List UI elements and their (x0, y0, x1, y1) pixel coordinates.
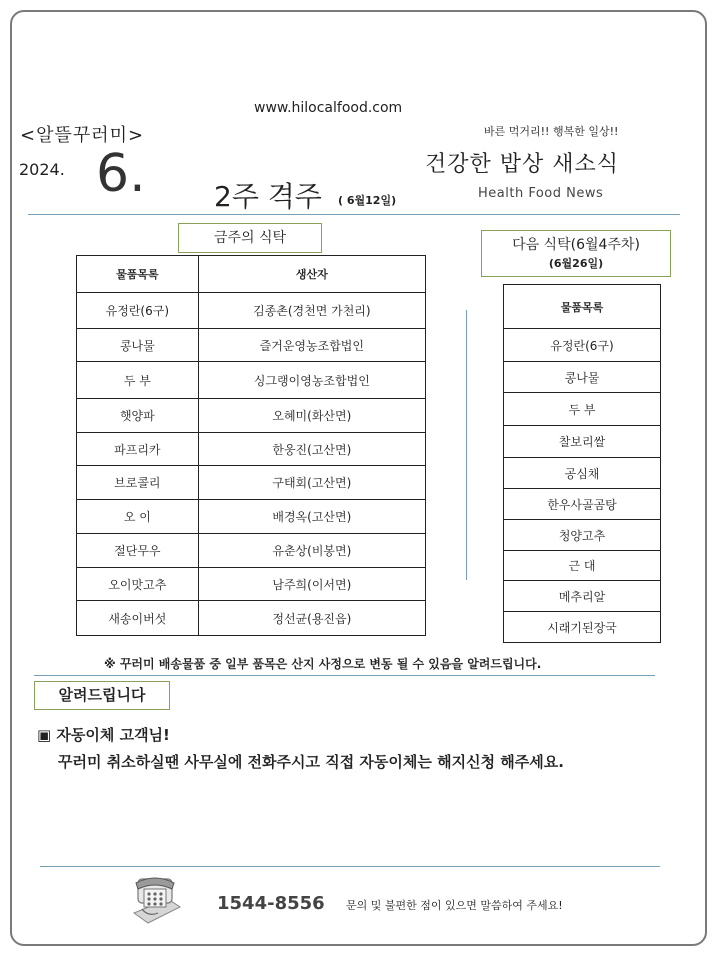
table-row (77, 399, 426, 433)
next-item-cell: 공심채 (504, 458, 661, 489)
telephone-icon (128, 873, 184, 929)
subtitle-english: Health Food News (478, 186, 604, 201)
slogan: 바른 먹거리!! 행복한 일상!! (484, 125, 619, 138)
contact-text: 문의 및 불편한 점이 있으면 말씀하여 주세요! (346, 899, 563, 912)
next-item-cell: 찰보리쌀 (504, 426, 661, 458)
website-url[interactable]: www.hilocalfood.com (254, 100, 403, 116)
next-item-cell: 시래기된장국 (504, 612, 661, 643)
this-week-label: 금주의 식탁 (178, 223, 322, 253)
column-header-item: 물품목록 (77, 256, 199, 293)
next-week-date: (6월26일) (548, 257, 604, 270)
item-name-cell: 오 이 (77, 500, 199, 534)
notice-divider (34, 675, 655, 676)
table-row (77, 568, 426, 601)
week-date: ( 6월12일) (338, 194, 397, 207)
column-divider (466, 310, 467, 580)
this-week-table (76, 255, 426, 636)
inform-title: 알려드립니다 (34, 681, 170, 710)
list-item (504, 458, 661, 489)
item-name-cell: 오이맛고추 (77, 568, 199, 601)
column-header-item: 물품목록 (504, 285, 661, 329)
auto-transfer-title: ▣ 자동이체 고객님! (37, 726, 170, 744)
table-row (77, 433, 426, 466)
list-item (504, 612, 661, 643)
producer-cell: 정선균(용진읍) (198, 601, 425, 636)
next-week-table (503, 284, 661, 643)
producer-cell: 구태회(고산면) (198, 466, 425, 500)
list-item (504, 362, 661, 393)
item-name-cell: 파프리카 (77, 433, 199, 466)
next-week-label-box (481, 230, 671, 277)
list-item (504, 581, 661, 612)
table-row (77, 466, 426, 500)
table-row (77, 293, 426, 329)
column-header-producer: 생산자 (198, 256, 425, 293)
table-row (77, 534, 426, 568)
table-row (77, 601, 426, 636)
list-item (504, 426, 661, 458)
list-item (504, 551, 661, 581)
notice-text: ※ 꾸러미 배송물품 중 일부 품목은 산지 사정으로 변동 될 수 있음을 알려드립니다. (104, 657, 542, 671)
list-item (504, 520, 661, 551)
producer-cell: 배경옥(고산면) (198, 500, 425, 534)
next-item-cell: 메추리알 (504, 581, 661, 612)
item-name-cell: 유정란(6구) (77, 293, 199, 329)
phone-number[interactable]: 1544-8556 (217, 893, 325, 914)
producer-cell: 한웅진(고산면) (198, 433, 425, 466)
list-item (504, 489, 661, 520)
table-row (77, 362, 426, 399)
item-name-cell: 두 부 (77, 362, 199, 399)
auto-transfer-body: 꾸러미 취소하실땐 사무실에 전화주시고 직접 자동이체는 해지신청 해주세요. (58, 753, 564, 771)
next-item-cell: 한우사골곰탕 (504, 489, 661, 520)
next-item-cell: 근 대 (504, 551, 661, 581)
table-row (77, 329, 426, 362)
next-item-cell: 두 부 (504, 393, 661, 426)
month: 6. (96, 144, 146, 204)
next-item-cell: 청양고추 (504, 520, 661, 551)
table-row (77, 500, 426, 534)
producer-cell: 즐거운영농조합법인 (198, 329, 425, 362)
producer-cell: 오혜미(화산면) (198, 399, 425, 433)
producer-cell: 싱그랭이영농조합법인 (198, 362, 425, 399)
year: 2024. (19, 160, 65, 179)
item-name-cell: 햇양파 (77, 399, 199, 433)
brand-name: <알뜰꾸러미> (20, 125, 145, 146)
item-name-cell: 새송이버섯 (77, 601, 199, 636)
table-header-row (504, 285, 661, 329)
list-item (504, 329, 661, 362)
footer-divider (40, 866, 660, 867)
producer-cell: 남주희(이서면) (198, 568, 425, 601)
next-week-label: 다음 식탁(6월4주차) (512, 237, 640, 253)
header-divider (28, 214, 680, 215)
list-item (504, 393, 661, 426)
producer-cell: 김종촌(경천면 가천리) (198, 293, 425, 329)
producer-cell: 유춘상(비봉면) (198, 534, 425, 568)
next-item-cell: 유정란(6구) (504, 329, 661, 362)
next-item-cell: 콩나물 (504, 362, 661, 393)
week-title: 2주 격주 (214, 180, 322, 213)
item-name-cell: 콩나물 (77, 329, 199, 362)
item-name-cell: 절단무우 (77, 534, 199, 568)
table-header-row (77, 256, 426, 293)
item-name-cell: 브로콜리 (77, 466, 199, 500)
headline: 건강한 밥상 새소식 (425, 152, 620, 177)
